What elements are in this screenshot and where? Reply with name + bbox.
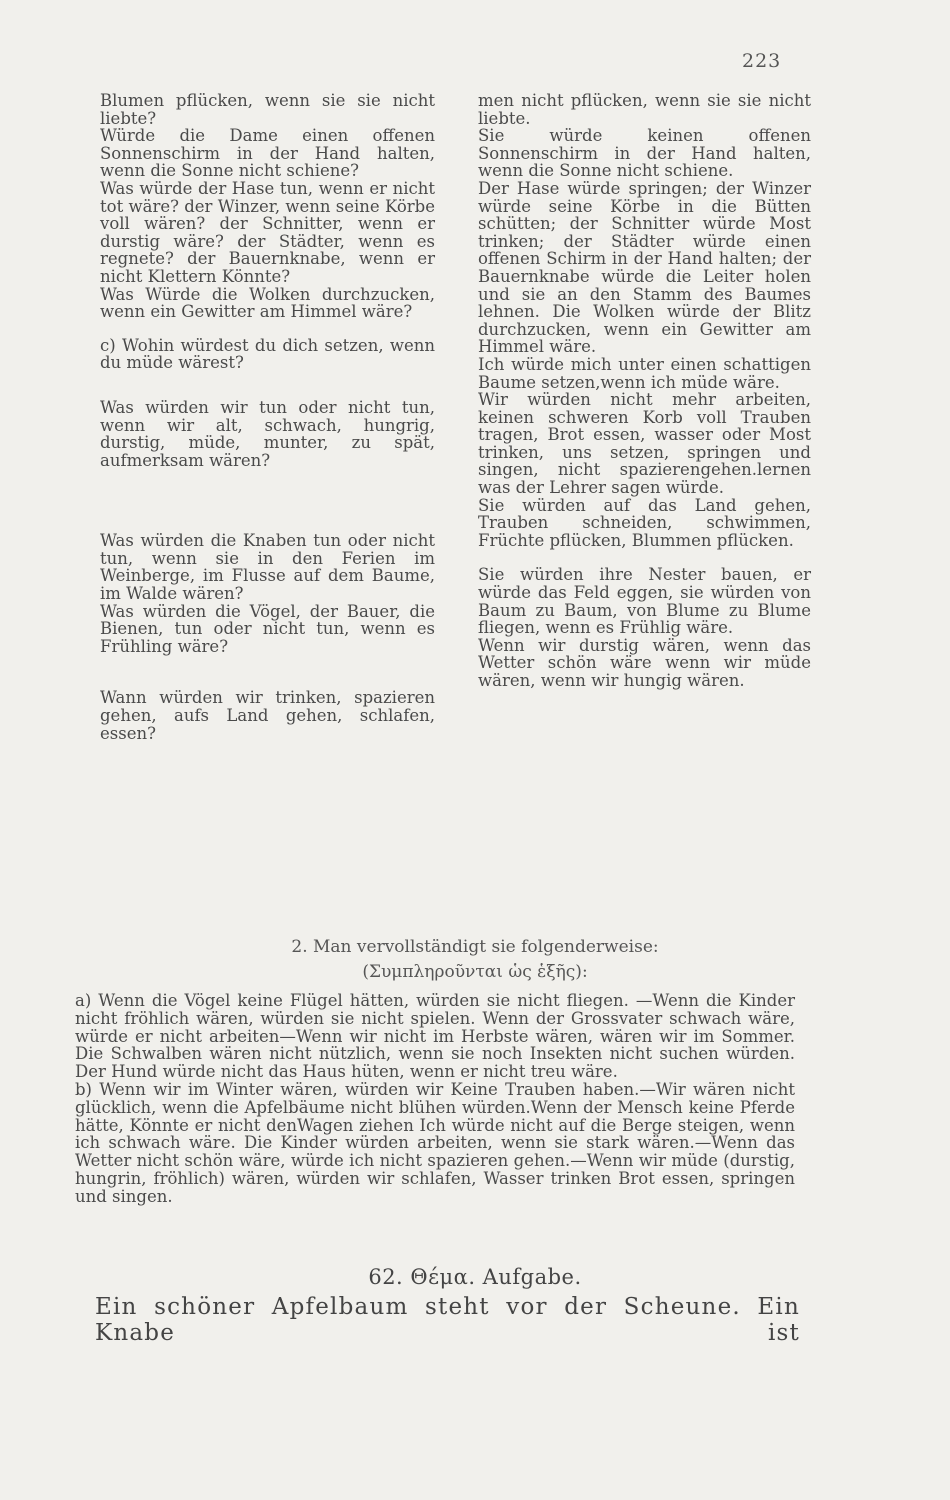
section-2-body bbox=[75, 992, 795, 1206]
question-paragraph: Was würde der Hase tun, wenn er nicht tot wäre? der Winzer, wenn seine Körbe voll wären? der Schnitter, wenn er durstig wäre? der Städter, wenn es regnete? der Bauernknabe, wenn er nicht Klettern Könnte? bbox=[100, 178, 435, 286]
question-paragraph: Blumen pflücken, wenn sie sie nicht liebte? bbox=[100, 91, 435, 128]
answer-paragraph: Sie würden auf das Land gehen, Trauben schneiden, schwimmen, Früchte pflücken, Blummen pflücken. bbox=[478, 495, 811, 550]
section-62-title: 62. Θέμα. Aufgabe. bbox=[368, 1265, 582, 1289]
answer-paragraph: men nicht pflücken, wenn sie sie nicht liebte. bbox=[478, 91, 811, 128]
question-paragraph: Was würden wir tun oder nicht tun, wenn wir alt, schwach, hungrig, durstig, müde, munter, zu spät, aufmerksam wären? bbox=[100, 397, 435, 470]
answer-paragraph: Wenn wir durstig wären, wenn das Wetter schön wäre wenn wir müde wären, wenn wir hungig wären. bbox=[478, 635, 811, 690]
page-number: 223 bbox=[742, 50, 782, 72]
answer-paragraph: Sie würde keinen offenen Sonnenschirm in der Hand halten, wenn die Sonne nicht schiene. bbox=[478, 126, 811, 181]
answer-paragraph: Der Hase würde springen; der Winzer würde seine Körbe in die Bütten schütten; der Schnitter würde Most trinken; der Städter würde einen offenen Schirm in der Hand halten; der Bauernknabe würde die Leiter holen und sie an den Stamm des Baumes lehnen. Die Wolken würde der Blitz durchzucken, wenn ein Gewitter am Himmel wäre. bbox=[478, 178, 811, 357]
section-2-heading: 2. Man vervollständigt sie folgenderweise: bbox=[291, 937, 659, 957]
question-paragraph: Was würden die Vögel, der Bauer, die Bienen, tun oder nicht tun, wenn es Frühling wäre? bbox=[100, 601, 435, 656]
right-column-answers bbox=[478, 92, 811, 690]
section-2-paragraph-a: a) Wenn die Vögel keine Flügel hätten, würden sie nicht fliegen. —Wenn die Kinder nicht fröhlich wären, würden sie nicht spielen. Wenn der Grossvater schwach wäre, würde er nicht arbeiten—Wenn wir nicht im Herbste wären, wären wir im Sommer. Die Schwalben wären nicht nützlich, wenn sie noch Insekten nicht suchen würden. Der Hund würde nicht das Haus hüten, wenn er nicht treu wäre. bbox=[75, 991, 795, 1082]
question-paragraph: Würde die Dame einen offenen Sonnenschirm in der Hand halten, wenn die Sonne nicht schiene? bbox=[100, 126, 435, 181]
answer-paragraph: Ich würde mich unter einen schattigen Baume setzen,wenn ich müde wäre. bbox=[478, 354, 811, 392]
section-2-greek-subheading: (Συμπληροῦνται ὡς ἑξῆς): bbox=[362, 962, 588, 982]
question-paragraph: Was Würde die Wolken durchzucken, wenn ein Gewitter am Himmel wäre? bbox=[100, 284, 435, 322]
section-2-paragraph-b: b) Wenn wir im Winter wären, würden wir Keine Trauben haben.—Wir wären nicht glücklich, wenn die Apfelbäume nicht blühen würden.Wenn der Mensch keine Pferde hätte, Könnte er nicht denWagen ziehen Ich würde nicht auf die Berge steigen, wenn ich schwach wäre. Die Kinder würden arbeiten, wenn sie stark wären.—Wenn das Wetter nicht schön wäre, würde ich nicht spazieren gehen.—Wenn wir müde (durstig, hungrin, fröhlich) wären, würden wir schlafen, Wasser trinken Brot essen, springen und singen. bbox=[75, 1079, 795, 1206]
section-62-first-line: Ein schöner Apfelbaum steht vor der Scheune. Ein Knabe ist bbox=[95, 1294, 800, 1346]
answer-paragraph: Sie würden ihre Nester bauen, er würde das Feld eggen, sie würden von Baum zu Baum, von Blume zu Blume fliegen, wenn es Frühlig wäre. bbox=[478, 565, 811, 638]
question-paragraph: Was würden die Knaben tun oder nicht tun, wenn sie in den Ferien im Weinberge, im Flusse auf dem Baume, im Walde wären? bbox=[100, 531, 435, 604]
left-column-questions bbox=[100, 92, 435, 742]
question-paragraph: Wann würden wir trinken, spazieren gehen, aufs Land gehen, schlafen, essen? bbox=[100, 688, 435, 743]
answer-paragraph: Wir würden nicht mehr arbeiten, keinen schweren Korb voll Trauben tragen, Brot essen, wasser oder Most trinken, uns setzen, springen und singen, nicht spazierengehen.lernen was der Lehrer sagen würde. bbox=[478, 390, 811, 498]
question-paragraph: c) Wohin würdest du dich setzen, wenn du müde wärest? bbox=[100, 335, 435, 373]
